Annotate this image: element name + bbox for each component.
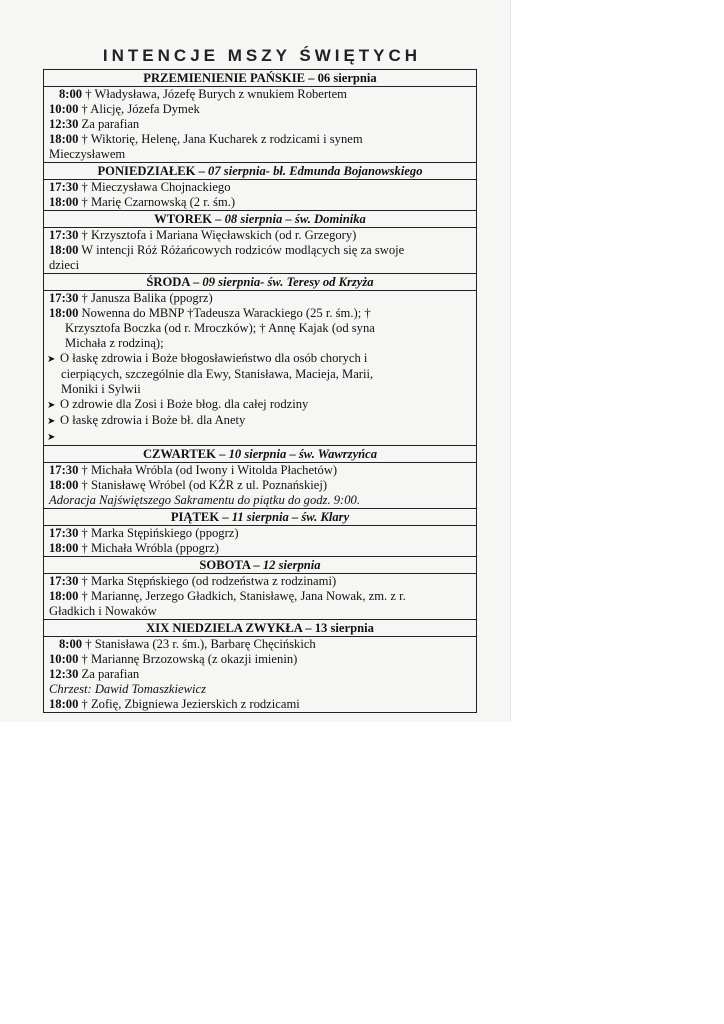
baptism-note: Chrzest: Dawid Tomaszkiewicz <box>49 682 206 696</box>
intention-text: Krzysztofa Boczka (od r. Mroczków); † Annę Kajak (od syna <box>65 321 375 335</box>
intention-row <box>44 637 476 652</box>
day-date: 11 sierpnia – św. Klary <box>231 510 350 524</box>
intention-row <box>44 87 476 102</box>
mass-intentions-table <box>43 69 477 713</box>
day-header: PRZEMIENIENIE PAŃSKIE – 06 sierpnia <box>44 70 476 87</box>
day-name: SOBOTA – <box>199 558 263 572</box>
intention-row <box>44 463 476 478</box>
day-header <box>44 556 476 574</box>
mass-time: 18:00 <box>49 589 79 603</box>
intention-text: † Zofię, Zbigniewa Jezierskich z rodzicami <box>78 697 300 711</box>
intention-text: † Mariannę Brzozowską (z okazji imienin) <box>78 652 298 666</box>
mass-time: 8:00 <box>59 637 83 651</box>
mass-time: 18:00 <box>49 195 79 209</box>
intention-row <box>44 291 476 306</box>
mass-time: 17:30 <box>49 180 79 194</box>
intention-text: Za parafian <box>78 667 140 681</box>
mass-time: 12:30 <box>49 117 79 131</box>
intention-row <box>44 132 476 147</box>
day-header <box>44 508 476 526</box>
arrow-bullet-icon: ➤ <box>47 354 56 365</box>
day-header <box>44 162 476 180</box>
intention-row <box>44 682 476 697</box>
day-header <box>44 273 476 291</box>
intention-text: † Michała Wróbla (ppogrz) <box>78 541 219 555</box>
mass-time: 18:00 <box>49 697 79 711</box>
intention-row <box>44 258 476 273</box>
intention-text: † Janusza Balika (ppogrz) <box>78 291 213 305</box>
intention-text: † Alicję, Józefa Dymek <box>78 102 200 116</box>
mass-time: 18:00 <box>49 478 79 492</box>
intention-text: † Stanisławę Wróbel (od KŻR z ul. Poznańskiej) <box>78 478 328 492</box>
intention-row <box>44 367 476 382</box>
document-sheet <box>0 0 511 722</box>
intention-row <box>44 351 476 367</box>
intention-row <box>44 526 476 541</box>
mass-time: 10:00 <box>49 652 79 666</box>
mass-time: 17:30 <box>49 463 79 477</box>
day-date: 07 sierpnia- bł. Edmunda Bojanowskiego <box>208 164 423 178</box>
intention-text: † Mieczysława Chojnackiego <box>78 180 231 194</box>
day-date: 10 sierpnia – św. Wawrzyńca <box>228 447 378 461</box>
day-header <box>44 210 476 228</box>
intention-row <box>44 574 476 589</box>
intention-text: Michała z rodziną); <box>65 336 164 350</box>
arrow-bullet-icon: ➤ <box>47 416 56 427</box>
intention-text: W intencji Róż Różańcowych rodziców modlących się za swoje <box>78 243 405 257</box>
intention-text: Mieczysławem <box>49 147 126 161</box>
day-date: 12 sierpnia <box>262 558 321 572</box>
intention-row <box>44 321 476 336</box>
day-name: CZWARTEK – <box>142 447 229 461</box>
intention-row <box>44 667 476 682</box>
intention-text: Gładkich i Nowaków <box>49 604 157 618</box>
intention-text: † Krzysztofa i Mariana Więcławskich (od r. Grzegory) <box>78 228 357 242</box>
intention-row <box>44 429 476 445</box>
intention-row <box>44 195 476 210</box>
intention-row <box>44 180 476 195</box>
day-header <box>44 445 476 463</box>
intention-row <box>44 589 476 604</box>
intention-text: O łaskę zdrowia i Boże błogosławieństwo dla osób chorych i <box>60 351 368 365</box>
intention-text: † Stanisława (23 r. śm.), Barbarę Chęcińskich <box>82 637 316 651</box>
intention-text: † Marię Czarnowską (2 r. śm.) <box>78 195 236 209</box>
intention-text: Moniki i Sylwii <box>61 382 141 396</box>
arrow-bullet-icon: ➤ <box>47 400 56 411</box>
adoration-note: Adoracja Najświętszego Sakramentu do piątku do godz. 9:00. <box>49 493 360 507</box>
intention-text: dzieci <box>49 258 80 272</box>
intention-row <box>44 117 476 132</box>
intention-row <box>44 478 476 493</box>
mass-time: 18:00 <box>49 541 79 555</box>
mass-time: 10:00 <box>49 102 79 116</box>
day-header: XIX NIEDZIELA ZWYKŁA – 13 sierpnia <box>44 619 476 637</box>
intention-text: † Mariannę, Jerzego Gładkich, Stanisławę, Jana Nowak, zm. z r. <box>78 589 406 603</box>
mass-time: 18:00 <box>49 132 79 146</box>
intention-row <box>44 652 476 667</box>
intention-row <box>44 604 476 619</box>
intention-row <box>44 413 476 429</box>
intention-row <box>44 397 476 413</box>
intention-row <box>44 243 476 258</box>
intention-row <box>44 147 476 162</box>
day-date: 08 sierpnia – św. Dominika <box>224 212 366 226</box>
mass-time: 17:30 <box>49 574 79 588</box>
intention-text: † Wiktorię, Helenę, Jana Kucharek z rodzicami i synem <box>78 132 363 146</box>
intention-row <box>44 697 476 712</box>
mass-time: 8:00 <box>59 87 83 101</box>
day-name: WTOREK – <box>154 212 225 226</box>
arrow-bullet-icon: ➤ <box>47 432 56 443</box>
intention-text: † Michała Wróbla (od Iwony i Witolda Płachetów) <box>78 463 338 477</box>
intention-text: O łaskę zdrowia i Boże bł. dla Anety <box>60 413 246 427</box>
intention-row <box>44 102 476 117</box>
day-name: ŚRODA – <box>146 275 203 289</box>
intention-row <box>44 336 476 351</box>
day-name: PONIEDZIAŁEK – <box>97 164 209 178</box>
intention-text: Nowenna do MBNP †Tadeusza Warackiego (25 r. śm.); † <box>78 306 371 320</box>
intention-row <box>44 493 476 508</box>
intention-text: Za parafian <box>78 117 140 131</box>
mass-time: 18:00 <box>49 243 79 257</box>
intention-text: cierpiących, szczególnie dla Ewy, Stanisława, Macieja, Marii, <box>61 367 374 381</box>
mass-time: 18:00 <box>49 306 79 320</box>
page-title: INTENCJE MSZY ŚWIĘTYCH <box>102 46 422 65</box>
intention-text: † Władysława, Józefę Burych z wnukiem Robertem <box>82 87 347 101</box>
intention-row <box>44 382 476 397</box>
intention-text: † Marka Stępińskiego (ppogrz) <box>78 526 239 540</box>
intention-text: † Marka Stępńskiego (od rodzeństwa z rodzinami) <box>78 574 337 588</box>
day-date: 09 sierpnia- św. Teresy od Krzyża <box>202 275 374 289</box>
mass-time: 12:30 <box>49 667 79 681</box>
intention-row <box>44 541 476 556</box>
intention-row <box>44 228 476 243</box>
mass-time: 17:30 <box>49 526 79 540</box>
intention-row <box>44 306 476 321</box>
mass-time: 17:30 <box>49 291 79 305</box>
day-name: PIĄTEK – <box>170 510 232 524</box>
mass-time: 17:30 <box>49 228 79 242</box>
intention-text: O zdrowie dla Zosi i Boże błog. dla całej rodziny <box>60 397 309 411</box>
